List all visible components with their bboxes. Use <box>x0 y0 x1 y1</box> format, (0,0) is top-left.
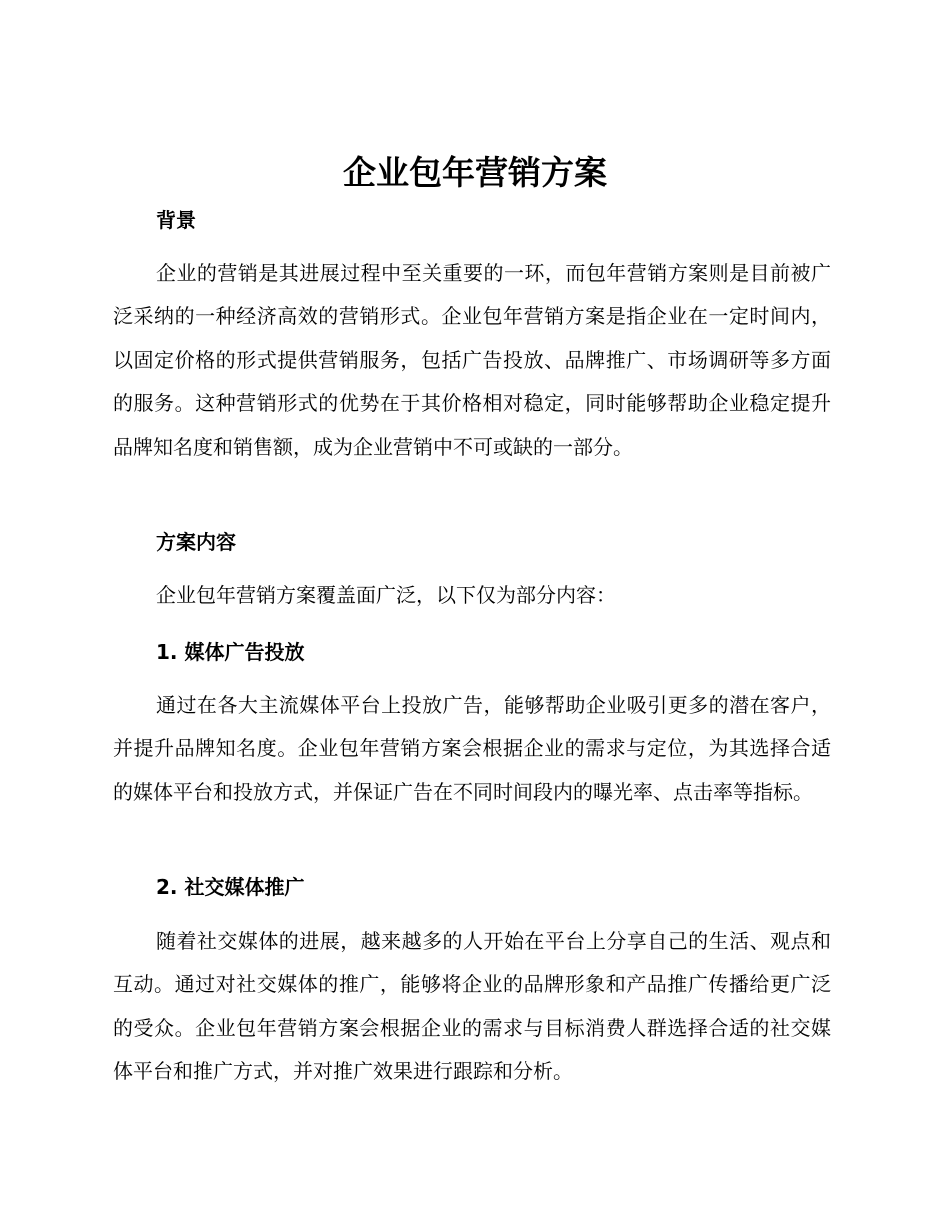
section-heading-content: 方案内容 <box>156 530 236 554</box>
subsection-heading-social-media: 2. 社交媒体推广 <box>156 875 305 899</box>
document-title: 企业包年营销方案 <box>343 153 607 192</box>
section-heading-background: 背景 <box>156 208 196 232</box>
paragraph-background: 企业的营销是其进展过程中至关重要的一环，而包年营销方案则是目前被广泛采纳的一种经济高效的营销形式。企业包年营销方案是指企业在一定时间内，以固定价格的形式提供营销服务，包括广告投放、品牌推广、市场调研等多方面的服务。这种营销形式的优势在于其价格相对稳定，同时能够帮助企业稳定提升品牌知名度和销售额，成为企业营销中不可或缺的一部分。 <box>113 261 831 459</box>
subsection-heading-media-ads: 1. 媒体广告投放 <box>156 640 305 664</box>
paragraph-social-media: 随着社交媒体的进展，越来越多的人开始在平台上分享自己的生活、观点和互动。通过对社交媒体的推广，能够将企业的品牌形象和产品推广传播给更广泛的受众。企业包年营销方案会根据企业的需求与目标消费人群选择合适的社交媒体平台和推广方式，并对推广效果进行跟踪和分析。 <box>113 929 831 1084</box>
paragraph-media-ads: 通过在各大主流媒体平台上投放广告，能够帮助企业吸引更多的潜在客户，并提升品牌知名度。企业包年营销方案会根据企业的需求与定位，为其选择合适的媒体平台和投放方式，并保证广告在不同时间段内的曝光率、点击率等指标。 <box>113 693 831 804</box>
paragraph-content-intro: 企业包年营销方案覆盖面广泛，以下仅为部分内容： <box>156 583 616 607</box>
